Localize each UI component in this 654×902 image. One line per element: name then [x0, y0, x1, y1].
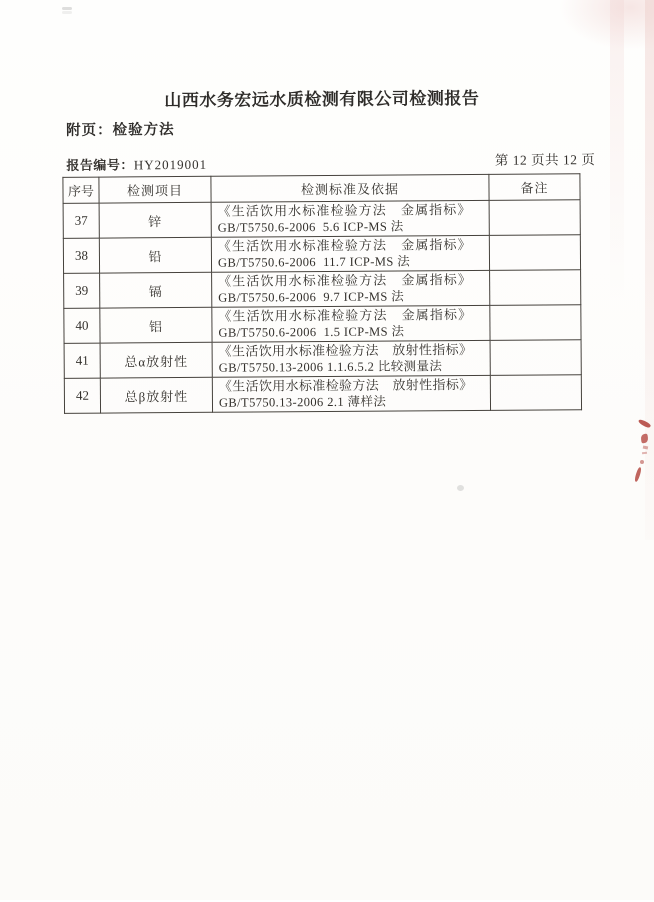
- page-title: 山西水务宏远水质检测有限公司检测报告: [164, 88, 480, 111]
- standard-cell: [211, 200, 489, 237]
- standard-cell: [212, 375, 490, 412]
- standard-title: 《生活饮用水标准检验方法 金属指标》: [218, 271, 472, 289]
- table-row: [64, 340, 581, 379]
- item-cell: 镉: [100, 272, 212, 308]
- remark-cell: [489, 200, 580, 236]
- seq-cell: 40: [64, 308, 100, 343]
- standard-method: GB/T5750.6-2006 1.5 ICP-MS 法: [218, 324, 405, 340]
- standard-method: GB/T5750.13-2006 2.1 薄样法: [218, 394, 387, 410]
- standard-cell: [212, 270, 490, 307]
- standard-method: GB/T5750.6-2006 9.7 ICP-MS 法: [218, 289, 405, 305]
- item-cell: 铝: [100, 307, 212, 343]
- standard-method: GB/T5750.6-2006 5.6 ICP-MS 法: [217, 219, 404, 235]
- standard-method: GB/T5750.6-2006 11.7 ICP-MS 法: [217, 254, 411, 270]
- standard-title: 《生活饮用水标准检验方法 放射性指标》: [218, 341, 473, 359]
- remark-cell: [490, 340, 581, 376]
- item-cell: 总β放射性: [100, 377, 212, 413]
- remark-cell: [489, 235, 580, 271]
- seq-cell: 37: [63, 203, 99, 238]
- col-header-standard: 检测标准及依据: [211, 174, 489, 202]
- standard-title: 《生活饮用水标准检验方法 金属指标》: [217, 236, 472, 254]
- col-header-seq: 序号: [63, 177, 99, 203]
- standard-cell: [211, 235, 489, 272]
- seq-cell: 39: [64, 273, 100, 308]
- standard-cell: [212, 340, 490, 377]
- item-cell: 总α放射性: [100, 342, 212, 378]
- remark-cell: [490, 305, 581, 341]
- table-row: [63, 235, 580, 274]
- table-header-row: [63, 174, 580, 204]
- remark-cell: [490, 270, 581, 306]
- report-number-label: 报告编号：: [66, 157, 134, 173]
- standard-method: GB/T5750.13-2006 1.1.6.5.2 比较测量法: [218, 359, 443, 375]
- remark-cell: [490, 375, 581, 411]
- seq-cell: 41: [64, 343, 100, 378]
- seq-cell: 38: [63, 238, 99, 273]
- section-label: 附页：检验方法: [66, 122, 175, 139]
- table-row: [64, 270, 581, 309]
- standard-title: 《生活饮用水标准检验方法 放射性指标》: [218, 376, 473, 394]
- seq-cell: 42: [64, 378, 100, 413]
- report-number-value: HY2019001: [133, 156, 208, 173]
- item-cell: 铅: [99, 237, 211, 273]
- table-row: [64, 375, 581, 414]
- table-row: [63, 200, 580, 239]
- standard-title: 《生活饮用水标准检验方法 金属指标》: [218, 306, 473, 324]
- standard-title: 《生活饮用水标准检验方法 金属指标》: [217, 201, 472, 219]
- col-header-remark: 备注: [489, 174, 580, 201]
- page-indicator: 第 12 页共 12 页: [494, 152, 596, 168]
- table-row: [64, 305, 581, 344]
- item-cell: 锌: [99, 202, 211, 238]
- col-header-item: 检测项目: [99, 176, 211, 203]
- method-table: [62, 173, 582, 414]
- report-number: [66, 154, 207, 174]
- standard-cell: [212, 305, 490, 342]
